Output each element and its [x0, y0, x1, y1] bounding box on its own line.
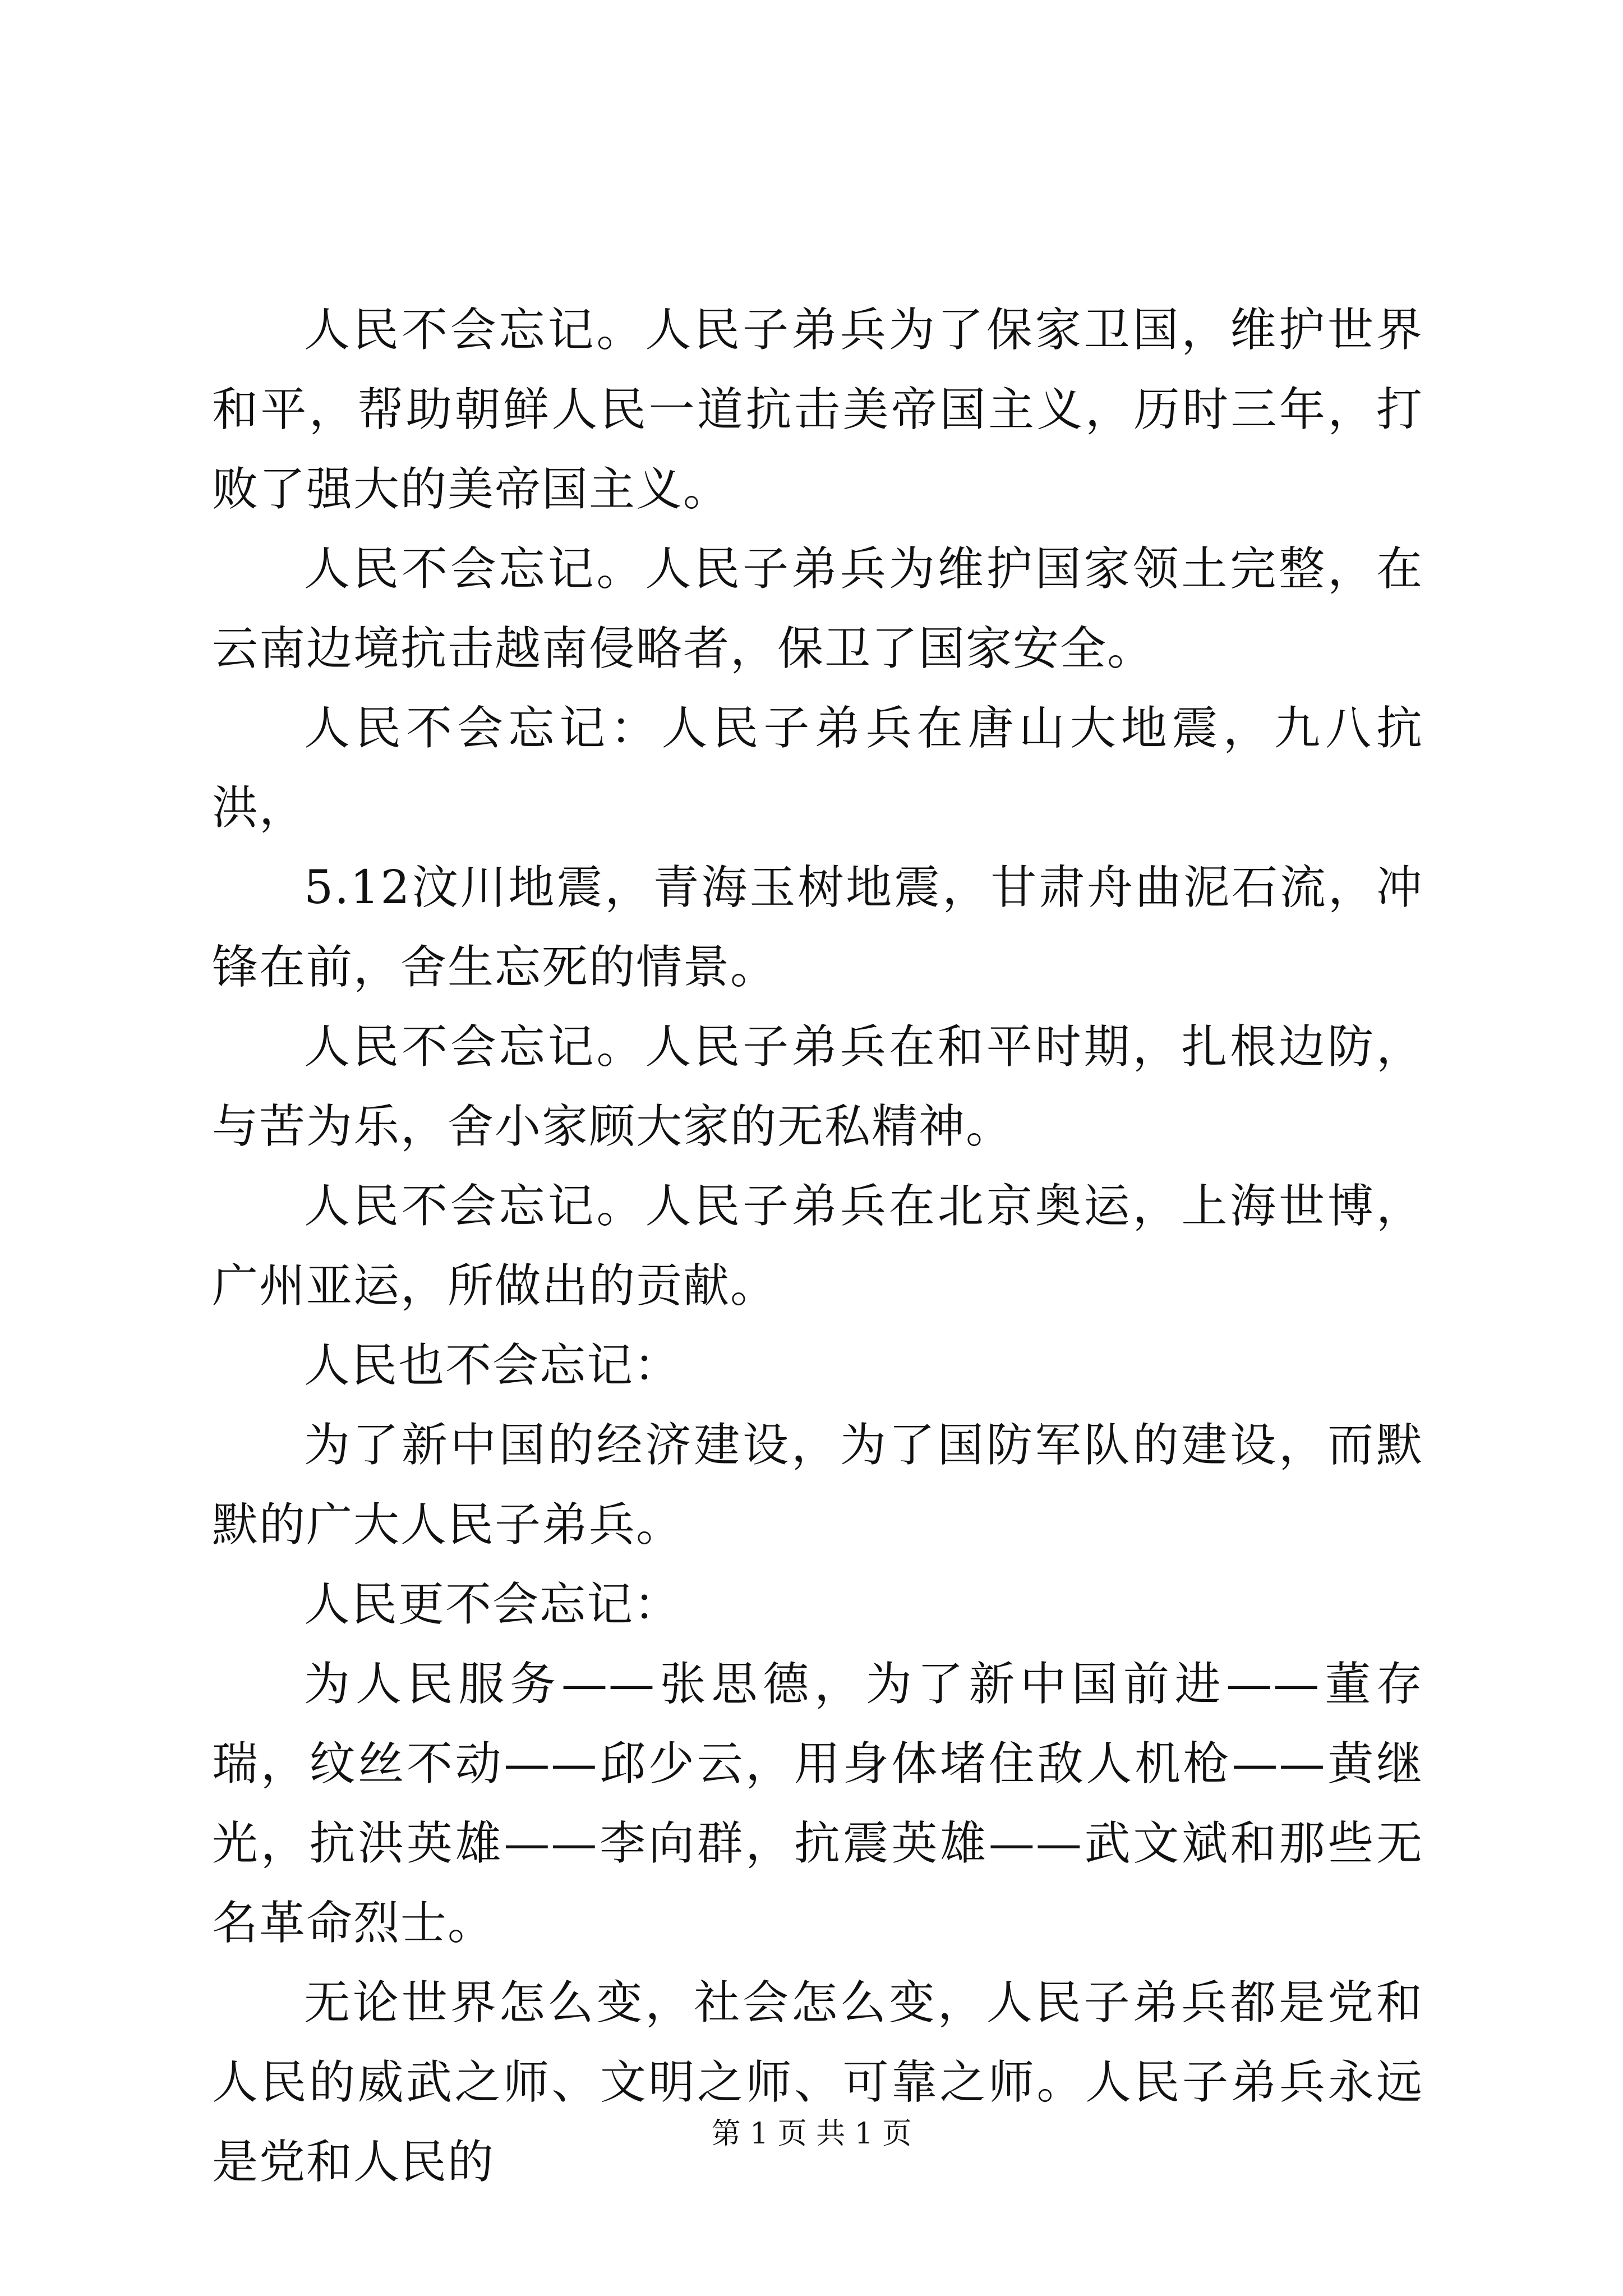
paragraph: 人民不会忘记：人民子弟兵在唐山大地震，九八抗洪， — [212, 702, 1423, 835]
paragraph: 人民不会忘记。人民子弟兵为维护国家领土完整，在云南边境抗击越南侵略者，保卫了国家安全。 — [212, 542, 1423, 675]
paragraph: 人民更不会忘记： — [304, 1578, 681, 1631]
page-number-footer: 第 1 页 共 1 页 — [711, 2117, 912, 2151]
paragraph: 无论世界怎么变，社会怎么变，人民子弟兵都是党和人民的威武之师、文明之师、可靠之师。人民子弟兵永远是党和人民的 — [212, 1976, 1423, 2189]
document-body — [212, 291, 1423, 2202]
paragraph: 人民不会忘记。人民子弟兵为了保家卫国，维护世界和平，帮助朝鲜人民一道抗击美帝国主义，历时三年，打败了强大的美帝国主义。 — [212, 303, 1423, 516]
paragraph: 为了新中国的经济建设，为了国防军队的建设，而默默的广大人民子弟兵。 — [212, 1419, 1423, 1552]
paragraph: 人民也不会忘记： — [304, 1339, 681, 1392]
paragraph: 人民不会忘记。人民子弟兵在北京奥运，上海世博，广州亚运，所做出的贡献。 — [212, 1180, 1423, 1313]
paragraph: 5.12汶川地震，青海玉树地震，甘肃舟曲泥石流，冲锋在前，舍生忘死的情景。 — [212, 861, 1423, 994]
paragraph: 为人民服务——张思德，为了新中国前进——董存瑞，纹丝不动——邱少云，用身体堵住敌人机枪——黄继光，抗洪英雄——李向群，抗震英雄——武文斌和那些无名革命烈士。 — [212, 1658, 1423, 1950]
paragraph: 人民不会忘记。人民子弟兵在和平时期，扎根边防，与苦为乐，舍小家顾大家的无私精神。 — [212, 1020, 1423, 1153]
